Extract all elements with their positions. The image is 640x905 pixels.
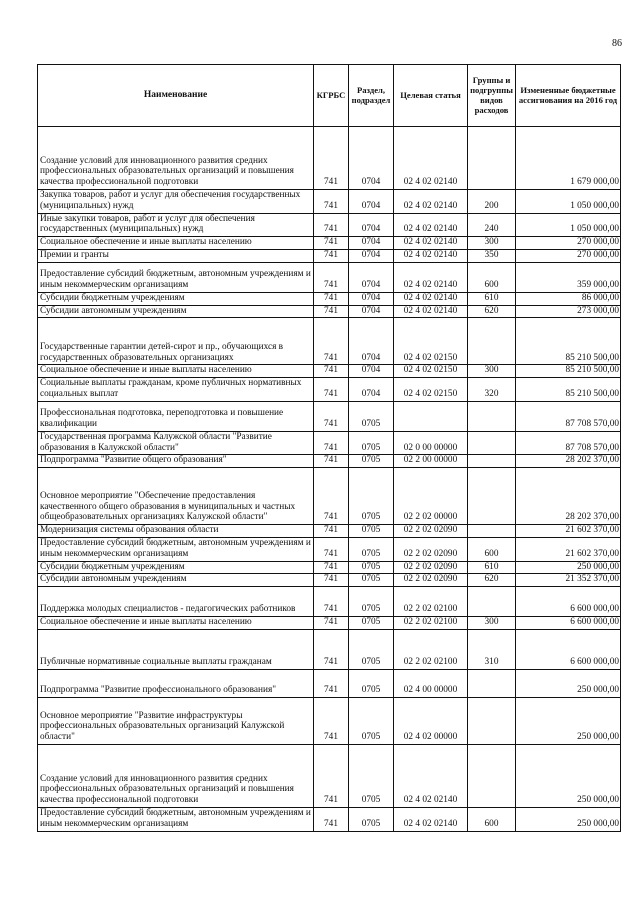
table-row xyxy=(38,537,621,561)
cell-section: 0704 xyxy=(349,237,394,250)
table-row xyxy=(38,744,621,807)
cell-group: 620 xyxy=(468,305,516,318)
cell-kgrbs: 741 xyxy=(314,561,349,574)
table-row xyxy=(38,561,621,574)
cell-target: 02 2 02 02090 xyxy=(394,537,468,561)
cell-name: Закупка товаров, работ и услуг для обеспечения государственных (муниципальных) нужд xyxy=(38,190,314,214)
cell-kgrbs: 741 xyxy=(314,574,349,587)
cell-amount: 1 050 000,00 xyxy=(516,190,621,214)
cell-amount: 6 600 000,00 xyxy=(516,587,621,617)
cell-target: 02 4 02 02140 xyxy=(394,127,468,190)
cell-section: 0705 xyxy=(349,629,394,669)
cell-group: 610 xyxy=(468,561,516,574)
cell-amount: 6 600 000,00 xyxy=(516,629,621,669)
budget-table xyxy=(37,64,621,832)
cell-name: Публичные нормативные социальные выплаты гражданам xyxy=(38,629,314,669)
cell-amount: 87 708 570,00 xyxy=(516,431,621,455)
cell-section: 0705 xyxy=(349,525,394,538)
cell-target: 02 4 02 02140 xyxy=(394,292,468,305)
cell-amount: 28 202 370,00 xyxy=(516,455,621,468)
cell-section: 0704 xyxy=(349,305,394,318)
cell-group: 600 xyxy=(468,262,516,292)
cell-section: 0704 xyxy=(349,365,394,378)
cell-name: Социальное обеспечение и иные выплаты населению xyxy=(38,237,314,250)
cell-name: Подпрограмма "Развитие общего образования" xyxy=(38,455,314,468)
cell-group xyxy=(468,431,516,455)
cell-target: 02 4 02 02150 xyxy=(394,318,468,365)
table-header-row xyxy=(38,65,621,127)
cell-name: Государственные гарантии детей-сирот и пр., обучающихся в государственных образовательных организациях xyxy=(38,318,314,365)
header-groups: Группы и подгруппы видов расходов xyxy=(468,65,516,127)
header-amount: Измененные бюджетные ассигнования на 2016 год xyxy=(516,65,621,127)
table-row xyxy=(38,574,621,587)
cell-name: Социальное обеспечение и иные выплаты населению xyxy=(38,365,314,378)
cell-name: Предоставление субсидий бюджетным, автономным учреждениям и иным некоммерческим организациям xyxy=(38,537,314,561)
cell-group: 600 xyxy=(468,537,516,561)
cell-amount: 6 600 000,00 xyxy=(516,617,621,630)
table-row xyxy=(38,629,621,669)
cell-kgrbs: 741 xyxy=(314,127,349,190)
table-body xyxy=(38,127,621,832)
cell-section: 0705 xyxy=(349,587,394,617)
cell-amount: 21 602 370,00 xyxy=(516,537,621,561)
cell-section: 0704 xyxy=(349,127,394,190)
cell-kgrbs: 741 xyxy=(314,249,349,262)
cell-name: Субсидии автономным учреждениям xyxy=(38,574,314,587)
cell-group xyxy=(468,744,516,807)
cell-kgrbs: 741 xyxy=(314,213,349,237)
cell-name: Предоставление субсидий бюджетным, автономным учреждениям и иным некоммерческим организациям xyxy=(38,262,314,292)
header-section: Раздел, подраздел xyxy=(349,65,394,127)
cell-kgrbs: 741 xyxy=(314,292,349,305)
cell-section: 0704 xyxy=(349,318,394,365)
table-row xyxy=(38,378,621,402)
table-row xyxy=(38,455,621,468)
cell-section: 0704 xyxy=(349,378,394,402)
cell-target: 02 2 02 02090 xyxy=(394,574,468,587)
cell-group: 310 xyxy=(468,629,516,669)
cell-section: 0705 xyxy=(349,468,394,525)
table-row xyxy=(38,127,621,190)
cell-target: 02 4 02 02140 xyxy=(394,262,468,292)
cell-target: 02 2 02 02100 xyxy=(394,617,468,630)
cell-name: Основное мероприятие "Развитие инфраструктуры профессиональных образовательных организаций Калужской области" xyxy=(38,697,314,744)
cell-name: Подпрограмма "Развитие профессионального образования" xyxy=(38,669,314,697)
cell-name: Поддержка молодых специалистов - педагогических работников xyxy=(38,587,314,617)
cell-target: 02 4 02 02140 xyxy=(394,744,468,807)
cell-name: Создание условий для инновационного развития средних профессиональных образовательных организаций и повышения качества профессиональной подготовки xyxy=(38,127,314,190)
cell-target: 02 4 02 00000 xyxy=(394,697,468,744)
cell-name: Социальное обеспечение и иные выплаты населению xyxy=(38,617,314,630)
cell-section: 0705 xyxy=(349,697,394,744)
cell-amount: 85 210 500,00 xyxy=(516,318,621,365)
cell-group: 300 xyxy=(468,617,516,630)
page-number: 86 xyxy=(612,38,622,49)
cell-amount: 270 000,00 xyxy=(516,237,621,250)
cell-group xyxy=(468,455,516,468)
cell-kgrbs: 741 xyxy=(314,807,349,831)
cell-amount: 250 000,00 xyxy=(516,561,621,574)
table-row xyxy=(38,807,621,831)
cell-section: 0705 xyxy=(349,431,394,455)
cell-target: 02 4 02 02150 xyxy=(394,378,468,402)
cell-section: 0705 xyxy=(349,617,394,630)
table-row xyxy=(38,617,621,630)
table-row xyxy=(38,401,621,431)
cell-target: 02 4 02 02140 xyxy=(394,305,468,318)
cell-amount: 85 210 500,00 xyxy=(516,365,621,378)
cell-amount: 359 000,00 xyxy=(516,262,621,292)
table-row xyxy=(38,190,621,214)
table-row xyxy=(38,587,621,617)
cell-amount: 21 602 370,00 xyxy=(516,525,621,538)
cell-name: Субсидии автономным учреждениям xyxy=(38,305,314,318)
table-row xyxy=(38,213,621,237)
cell-section: 0704 xyxy=(349,190,394,214)
cell-kgrbs: 741 xyxy=(314,305,349,318)
cell-amount: 85 210 500,00 xyxy=(516,378,621,402)
table-row xyxy=(38,262,621,292)
cell-amount: 250 000,00 xyxy=(516,744,621,807)
cell-amount: 1 679 000,00 xyxy=(516,127,621,190)
cell-name: Государственная программа Калужской области "Развитие образования в Калужской области" xyxy=(38,431,314,455)
cell-kgrbs: 741 xyxy=(314,617,349,630)
cell-amount: 21 352 370,00 xyxy=(516,574,621,587)
cell-amount: 270 000,00 xyxy=(516,249,621,262)
cell-name: Предоставление субсидий бюджетным, автономным учреждениям и иным некоммерческим организациям xyxy=(38,807,314,831)
cell-group xyxy=(468,669,516,697)
cell-target: 02 0 00 00000 xyxy=(394,431,468,455)
table-row xyxy=(38,365,621,378)
table-row xyxy=(38,318,621,365)
cell-amount: 250 000,00 xyxy=(516,807,621,831)
cell-name: Создание условий для инновационного развития средних профессиональных образовательных организаций и повышения качества профессиональной подготовки xyxy=(38,744,314,807)
table-row xyxy=(38,669,621,697)
header-name: Наименование xyxy=(38,65,314,127)
cell-section: 0705 xyxy=(349,669,394,697)
cell-name: Профессиональная подготовка, переподготовка и повышение квалификации xyxy=(38,401,314,431)
cell-group: 200 xyxy=(468,190,516,214)
table-row xyxy=(38,468,621,525)
cell-kgrbs: 741 xyxy=(314,318,349,365)
cell-kgrbs: 741 xyxy=(314,262,349,292)
cell-group: 600 xyxy=(468,807,516,831)
cell-group: 350 xyxy=(468,249,516,262)
cell-group xyxy=(468,318,516,365)
table-row xyxy=(38,525,621,538)
cell-section: 0704 xyxy=(349,249,394,262)
cell-target: 02 4 02 02140 xyxy=(394,213,468,237)
cell-kgrbs: 741 xyxy=(314,629,349,669)
cell-target: 02 2 02 02090 xyxy=(394,525,468,538)
cell-section: 0704 xyxy=(349,213,394,237)
cell-section: 0705 xyxy=(349,537,394,561)
cell-target: 02 4 02 02140 xyxy=(394,807,468,831)
cell-kgrbs: 741 xyxy=(314,401,349,431)
cell-target: 02 2 02 00000 xyxy=(394,468,468,525)
cell-amount: 273 000,00 xyxy=(516,305,621,318)
cell-target: 02 4 00 00000 xyxy=(394,669,468,697)
cell-kgrbs: 741 xyxy=(314,587,349,617)
table-row xyxy=(38,249,621,262)
cell-section: 0705 xyxy=(349,574,394,587)
cell-section: 0705 xyxy=(349,455,394,468)
cell-amount: 250 000,00 xyxy=(516,669,621,697)
cell-kgrbs: 741 xyxy=(314,455,349,468)
cell-group: 300 xyxy=(468,237,516,250)
cell-target: 02 2 02 02100 xyxy=(394,629,468,669)
cell-name: Премии и гранты xyxy=(38,249,314,262)
cell-name: Социальные выплаты гражданам, кроме публичных нормативных социальных выплат xyxy=(38,378,314,402)
table-row xyxy=(38,237,621,250)
cell-amount: 28 202 370,00 xyxy=(516,468,621,525)
cell-group: 610 xyxy=(468,292,516,305)
header-kgrbs: КГРБС xyxy=(314,65,349,127)
cell-group xyxy=(468,587,516,617)
cell-group xyxy=(468,525,516,538)
cell-section: 0705 xyxy=(349,744,394,807)
cell-name: Субсидии бюджетным учреждениям xyxy=(38,292,314,305)
cell-section: 0704 xyxy=(349,262,394,292)
cell-target: 02 4 02 02140 xyxy=(394,237,468,250)
cell-kgrbs: 741 xyxy=(314,365,349,378)
cell-kgrbs: 741 xyxy=(314,744,349,807)
cell-name: Модернизация системы образования области xyxy=(38,525,314,538)
cell-amount: 87 708 570,00 xyxy=(516,401,621,431)
cell-amount: 250 000,00 xyxy=(516,697,621,744)
cell-section: 0705 xyxy=(349,807,394,831)
table-row xyxy=(38,305,621,318)
cell-group: 300 xyxy=(468,365,516,378)
header-target: Целевая статья xyxy=(394,65,468,127)
cell-group: 620 xyxy=(468,574,516,587)
cell-kgrbs: 741 xyxy=(314,697,349,744)
cell-target: 02 2 02 02090 xyxy=(394,561,468,574)
cell-kgrbs: 741 xyxy=(314,468,349,525)
cell-section: 0704 xyxy=(349,292,394,305)
cell-name: Основное мероприятие "Обеспечение предоставления качественного общего образования в муниципальных и частных общеобразовательных организациях Калужской области" xyxy=(38,468,314,525)
cell-target: 02 2 02 02100 xyxy=(394,587,468,617)
cell-target xyxy=(394,401,468,431)
cell-name: Субсидии бюджетным учреждениям xyxy=(38,561,314,574)
cell-group xyxy=(468,468,516,525)
table-row xyxy=(38,292,621,305)
cell-name: Иные закупки товаров, работ и услуг для обеспечения государственных (муниципальных) нужд xyxy=(38,213,314,237)
table-row xyxy=(38,697,621,744)
cell-section: 0705 xyxy=(349,401,394,431)
cell-kgrbs: 741 xyxy=(314,525,349,538)
cell-group xyxy=(468,401,516,431)
cell-group xyxy=(468,127,516,190)
cell-kgrbs: 741 xyxy=(314,431,349,455)
cell-section: 0705 xyxy=(349,561,394,574)
cell-group: 320 xyxy=(468,378,516,402)
cell-kgrbs: 741 xyxy=(314,190,349,214)
cell-target: 02 4 02 02140 xyxy=(394,249,468,262)
cell-target: 02 4 02 02140 xyxy=(394,190,468,214)
cell-amount: 86 000,00 xyxy=(516,292,621,305)
cell-group xyxy=(468,697,516,744)
cell-amount: 1 050 000,00 xyxy=(516,213,621,237)
cell-kgrbs: 741 xyxy=(314,537,349,561)
cell-target: 02 2 00 00000 xyxy=(394,455,468,468)
cell-kgrbs: 741 xyxy=(314,237,349,250)
cell-kgrbs: 741 xyxy=(314,669,349,697)
cell-kgrbs: 741 xyxy=(314,378,349,402)
cell-group: 240 xyxy=(468,213,516,237)
cell-target: 02 4 02 02150 xyxy=(394,365,468,378)
table-row xyxy=(38,431,621,455)
